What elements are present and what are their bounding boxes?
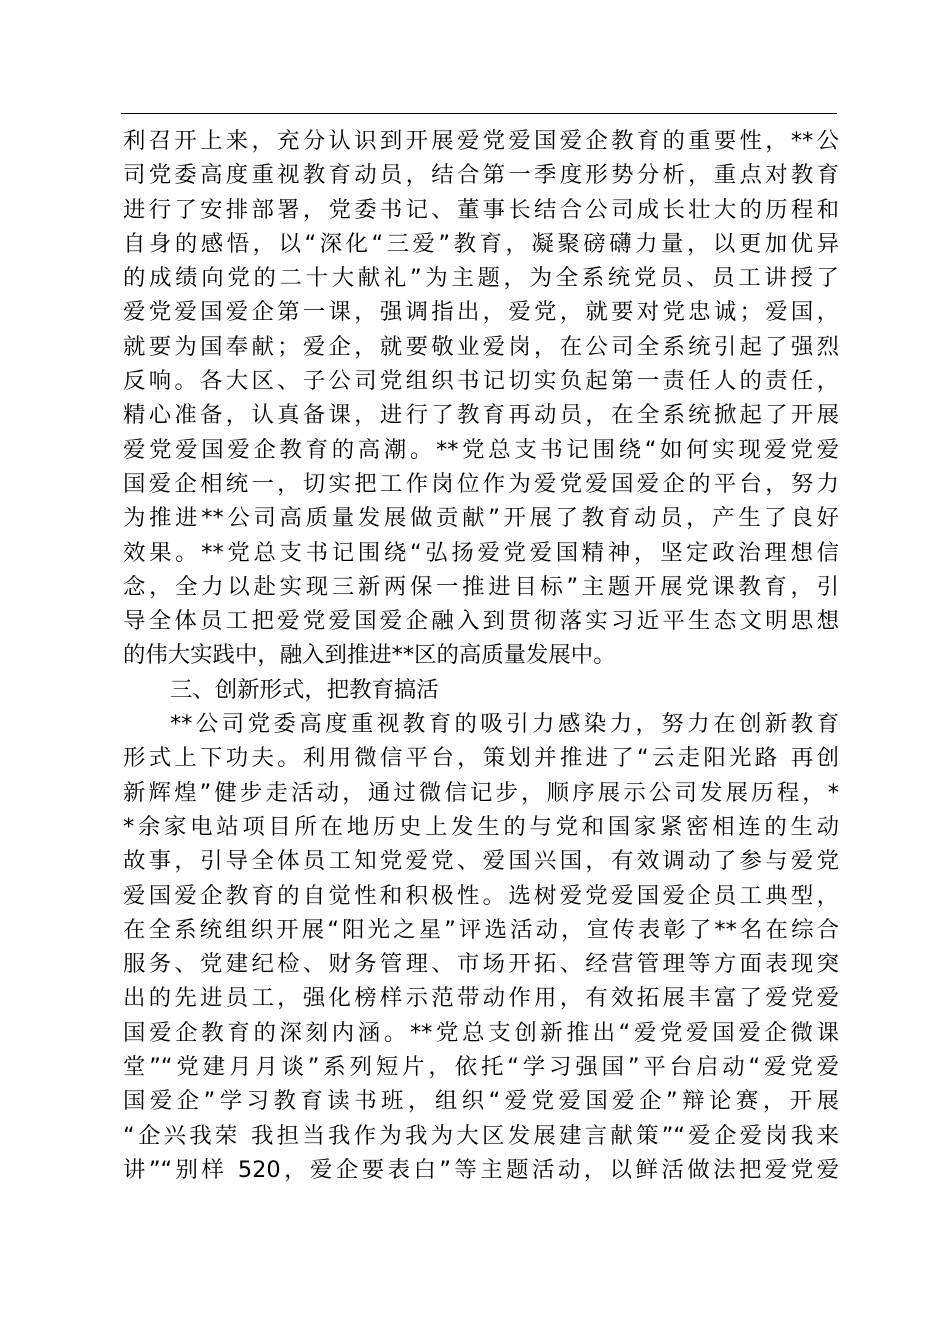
text-line: 念，全力以赴实现三新两保一推进目标”主题开展党课教育，引: [123, 573, 839, 600]
text-line: 爱党爱国爱企第一课，强调指出，爱党，就要对党忠诚；爱国，: [123, 299, 839, 326]
text-line: *余家电站项目所在地历史上发生的与党和国家紧密相连的生动: [123, 813, 839, 840]
text-line: “企兴我荣 我担当我作为我为大区发展建言献策”“爱企爱岗我来: [123, 1122, 839, 1149]
text-line: 爱国爱企教育的自觉性和积极性。选树爱党爱国爱企员工典型，: [123, 882, 839, 909]
text-line: 就要为国奉献；爱企，就要敬业爱岗，在公司全系统引起了强烈: [123, 333, 839, 360]
text-line: 国爱企”学习教育读书班，组织“爱党爱国爱企”辩论赛，开展: [123, 1088, 839, 1115]
text-line: 在全系统组织开展“阳光之星”评选活动，宣传表彰了**名在综合: [123, 916, 839, 943]
text-line: 精心准备，认真备课，进行了教育再动员，在全系统掀起了开展: [123, 402, 839, 429]
text-line: 讲”“别样 520，爱企要表白”等主题活动，以鲜活做法把爱党爱: [123, 1156, 839, 1183]
text-line: 利召开上来，充分认识到开展爱党爱国爱企教育的重要性，**公: [123, 128, 839, 154]
text-line: 国爱企教育的深刻内涵。**党总支创新推出“爱党爱国爱企微课: [123, 1019, 839, 1046]
text-line: 服务、党建纪检、财务管理、市场开拓、经营管理等方面表现突: [123, 951, 839, 978]
text-line: 司党委高度重视教育动员，结合第一季度形势分析，重点对教育: [123, 162, 839, 189]
section-heading: 三、创新形式，把教育搞活: [170, 676, 439, 703]
text-line: 出的先进员工，强化榜样示范带动作用，有效拓展丰富了爱党爱: [123, 985, 839, 1012]
text-line: 反响。各大区、子公司党组织书记切实负起第一责任人的责任，: [123, 368, 839, 395]
text-line: 新辉煌”健步走活动，通过微信记步，顺序展示公司发展历程，*: [123, 779, 839, 806]
document-body: [123, 124, 839, 1187]
text-line: 堂”“党建月月谈”系列短片，依托“学习强国”平台启动“爱党爱: [123, 1054, 839, 1081]
text-line: 效果。**党总支书记围绕“弘扬爱党爱国精神，坚定政治理想信: [123, 539, 839, 566]
text-line: 的伟大实践中，融入到推进**区的高质量发展中。: [123, 642, 616, 669]
text-line: 形式上下功夫。利用微信平台，策划并推进了“云走阳光路 再创: [123, 745, 839, 772]
text-line: **公司党委高度重视教育的吸引力感染力，努力在创新教育: [170, 711, 839, 738]
text-line: 爱党爱国爱企教育的高潮。**党总支书记围绕“如何实现爱党爱: [123, 436, 839, 463]
text-line: 导全体员工把爱党爱国爱企融入到贯彻落实习近平生态文明思想: [123, 608, 839, 635]
text-line: 国爱企相统一，切实把工作岗位作为爱党爱国爱企的平台，努力: [123, 470, 839, 497]
text-line: 的成绩向党的二十大献礼”为主题，为全系统党员、员工讲授了: [123, 265, 839, 292]
text-line: 为推进**公司高质量发展做贡献”开展了教育动员，产生了良好: [123, 505, 839, 532]
header-rule: [121, 113, 837, 114]
text-line: 故事，引导全体员工知党爱党、爱国兴国，有效调动了参与爱党: [123, 848, 839, 875]
text-line: 进行了安排部署，党委书记、董事长结合公司成长壮大的历程和: [123, 196, 839, 223]
text-line: 自身的感悟，以“深化“三爱”教育，凝聚磅礴力量，以更加优异: [123, 230, 839, 257]
